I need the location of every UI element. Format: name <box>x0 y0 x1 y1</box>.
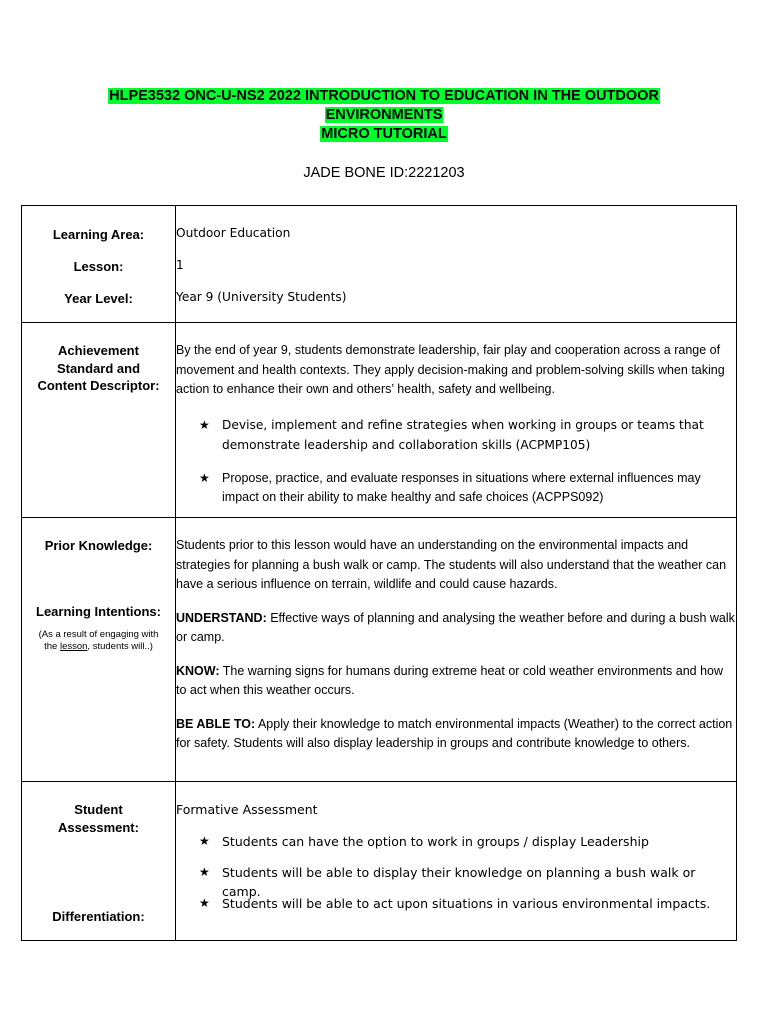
note-post: , students will..) <box>87 641 153 652</box>
note-pre: (As a result of engaging with the <box>38 629 159 652</box>
able-body: Apply their knowledge to match environmental impacts (Weather) to the correct action for safety. Students will also display leadership in groups and contribute knowledge to others. <box>176 716 733 750</box>
row2-label <box>22 323 176 518</box>
document-title <box>0 87 768 144</box>
value-lesson: 1 <box>176 258 184 272</box>
intentions-note <box>22 629 175 653</box>
able-label: BE ABLE TO: <box>176 716 256 731</box>
star-bullet-icon: ★ <box>199 833 210 848</box>
row1-values <box>176 206 737 323</box>
row1-labels <box>22 206 176 323</box>
row-learning-area <box>22 206 737 323</box>
list-item <box>176 894 736 914</box>
achievement-paragraph: By the end of year 9, students demonstrate leadership, fair play and cooperation across a range of movement and health contexts. They apply decision-making and problem-solving skills when taking action to enhance their own and others’ health, safety and wellbeing. <box>176 343 725 396</box>
list-item <box>176 863 736 899</box>
assessment-list <box>176 832 736 914</box>
star-bullet-icon: ★ <box>199 470 210 485</box>
able-to-text <box>176 715 736 754</box>
title-line-2: ENVIRONMENTS <box>325 107 443 123</box>
assessment-item-3: Students will be able to act upon situations in various environmental impacts. <box>222 895 711 911</box>
row-student-assessment <box>22 782 737 941</box>
label-year-level: Year Level: <box>64 291 133 306</box>
list-item <box>176 832 736 863</box>
row2-content <box>176 323 737 518</box>
row3-content <box>176 518 737 782</box>
label-learning-intentions: Learning Intentions: <box>36 603 161 619</box>
understand-text <box>176 609 736 648</box>
understand-label: UNDERSTAND: <box>176 610 267 625</box>
list-item <box>176 415 736 455</box>
value-year-level: Year 9 (University Students) <box>176 290 347 304</box>
assessment-item-1: Students can have the option to work in groups / display Leadership <box>222 833 649 849</box>
note-lesson: lesson <box>59 641 88 652</box>
label-differentiation: Differentiation: <box>52 909 145 924</box>
lesson-plan-table <box>21 205 737 941</box>
value-learning-area: Outdoor Education <box>176 226 291 240</box>
title-line-1: HLPE3532 ONC-U-NS2 2022 INTRODUCTION TO EDUCATION IN THE OUTDOOR <box>109 88 659 104</box>
row4-content <box>176 782 737 941</box>
label-assessment: Assessment: <box>58 819 139 835</box>
know-label: KNOW: <box>176 663 220 678</box>
star-bullet-icon: ★ <box>199 417 210 432</box>
star-bullet-icon: ★ <box>199 895 210 910</box>
label-lesson: Lesson: <box>73 259 124 274</box>
star-bullet-icon: ★ <box>199 864 210 879</box>
label-learning-area: Learning Area: <box>52 227 145 242</box>
prior-knowledge-text: Students prior to this lesson would have an understanding on the environmental impacts and strategies for planning a bush walk or camp. The students will also understand that the weather can have a serious influence on terrain, wildlife and could cause hazards. <box>176 538 727 591</box>
label-content-descriptor: Content Descriptor: <box>37 378 160 393</box>
understand-body: Effective ways of planning and analysing the weather before and during a bush walk or camp. <box>176 610 735 644</box>
label-prior-knowledge: Prior Knowledge: <box>44 538 153 553</box>
author-id: JADE BONE ID:2221203 <box>303 165 465 181</box>
row-prior-knowledge <box>22 518 737 782</box>
title-line-3: MICRO TUTORIAL <box>321 126 447 142</box>
row3-labels <box>22 518 176 782</box>
know-text <box>176 662 736 701</box>
descriptor-acpmp105: Devise, implement and refine strategies when working in groups or teams that demonstrate leadership and collaboration skills (ACPMP105) <box>222 417 704 452</box>
know-body: The warning signs for humans during extreme heat or cold weather environments and how to act when this weather occurs. <box>176 663 724 697</box>
row4-labels <box>22 782 176 941</box>
list-item <box>176 469 736 508</box>
assessment-item-2: Students will be able to display their knowledge on planning a bush walk or camp. <box>222 864 696 899</box>
row-achievement-standard <box>22 323 737 518</box>
descriptor-acpps092: Propose, practice, and evaluate responses in situations where external influences may impact on their ability to make healthy and safe choices (ACPPS092) <box>222 470 701 504</box>
label-standard: Standard and <box>56 360 141 376</box>
label-student: Student <box>74 802 123 817</box>
formative-assessment-heading: Formative Assessment <box>176 802 318 817</box>
content-descriptor-list <box>176 415 736 508</box>
label-achievement: Achievement <box>58 343 139 358</box>
